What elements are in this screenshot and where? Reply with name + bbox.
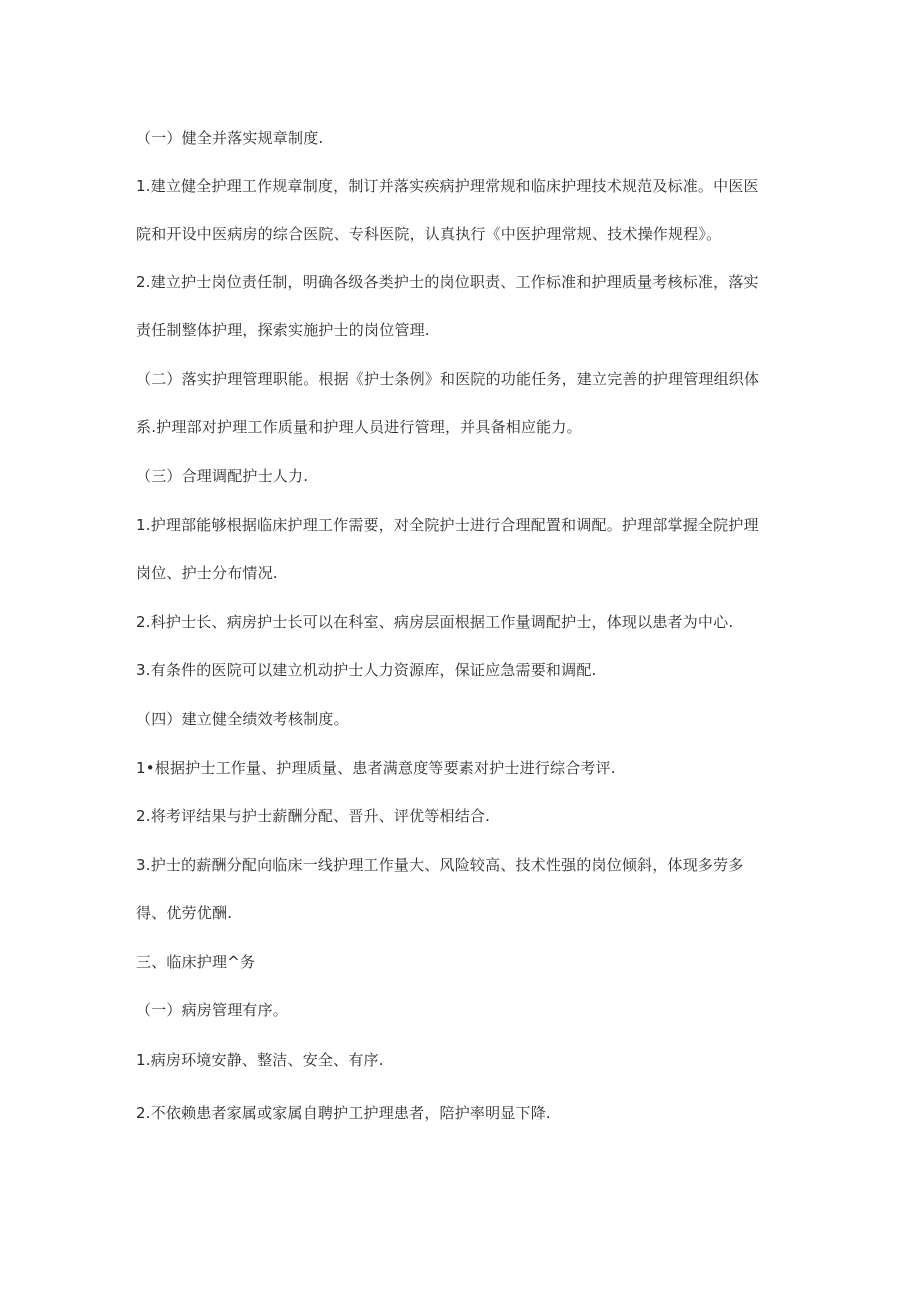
heading-3-1: （一）病房管理有序。 (136, 1001, 289, 1019)
paragraph-1-1-line-2: 院和开设中医病房的综合医院、专科医院，认真执行《中医护理常规、技术操作规程》。 (136, 225, 722, 243)
heading-1-2-line-2: 系.护理部对护理工作质量和护理人员进行管理，并具备相应能力。 (136, 418, 582, 436)
section-heading-3: 三、临床护理^务 (136, 953, 256, 971)
paragraph-3-1-line-2: 岗位、护士分布情况. (136, 564, 278, 582)
paragraph-3-1-line-1: 1.护理部能够根据临床护理工作需要，对全院护士进行合理配置和调配。护理部掌握全院护理 (136, 516, 759, 534)
paragraph-4-2: 2.将考评结果与护士薪酬分配、晋升、评优等相结合. (136, 807, 491, 825)
paragraph-5-1: 1.病房环境安静、整洁、安全、有序. (136, 1051, 384, 1069)
paragraph-1-2-line-2: 责任制整体护理，探索实施护士的岗位管理. (136, 321, 430, 339)
paragraph-4-3-line-1: 3.护士的薪酬分配向临床一线护理工作量大、风险较高、技术性强的岗位倾斜，体现多劳多 (136, 856, 744, 874)
heading-1-3: （三）合理调配护士人力. (136, 467, 309, 485)
heading-1-1: （一）健全并落实规章制度. (136, 129, 324, 147)
paragraph-4-1: 1•根据护士工作量、护理质量、患者满意度等要素对护士进行综合考评. (136, 759, 616, 777)
heading-1-4: （四）建立健全绩效考核制度。 (136, 710, 349, 728)
paragraph-1-2-line-1: 2.建立护士岗位责任制，明确各级各类护士的岗位职责、工作标准和护理质量考核标准，落实 (136, 273, 759, 291)
paragraph-4-3-line-2: 得、优劳优酬. (136, 904, 233, 922)
heading-1-2-line-1: （二）落实护理管理职能。根据《护士条例》和医院的功能任务，建立完善的护理管理组织体 (136, 370, 760, 388)
paragraph-1-1-line-1: 1.建立健全护理工作规章制度，制订并落实疾病护理常规和临床护理技术规范及标准。中医医 (136, 177, 759, 195)
paragraph-3-2: 2.科护士长、病房护士长可以在科室、病房层面根据工作量调配护士，体现以患者为中心. (136, 613, 734, 631)
paragraph-3-3: 3.有条件的医院可以建立机动护士人力资源库，保证应急需要和调配. (136, 661, 597, 679)
paragraph-5-2: 2.不依赖患者家属或家属自聘护工护理患者，陪护率明显下降. (136, 1104, 551, 1122)
